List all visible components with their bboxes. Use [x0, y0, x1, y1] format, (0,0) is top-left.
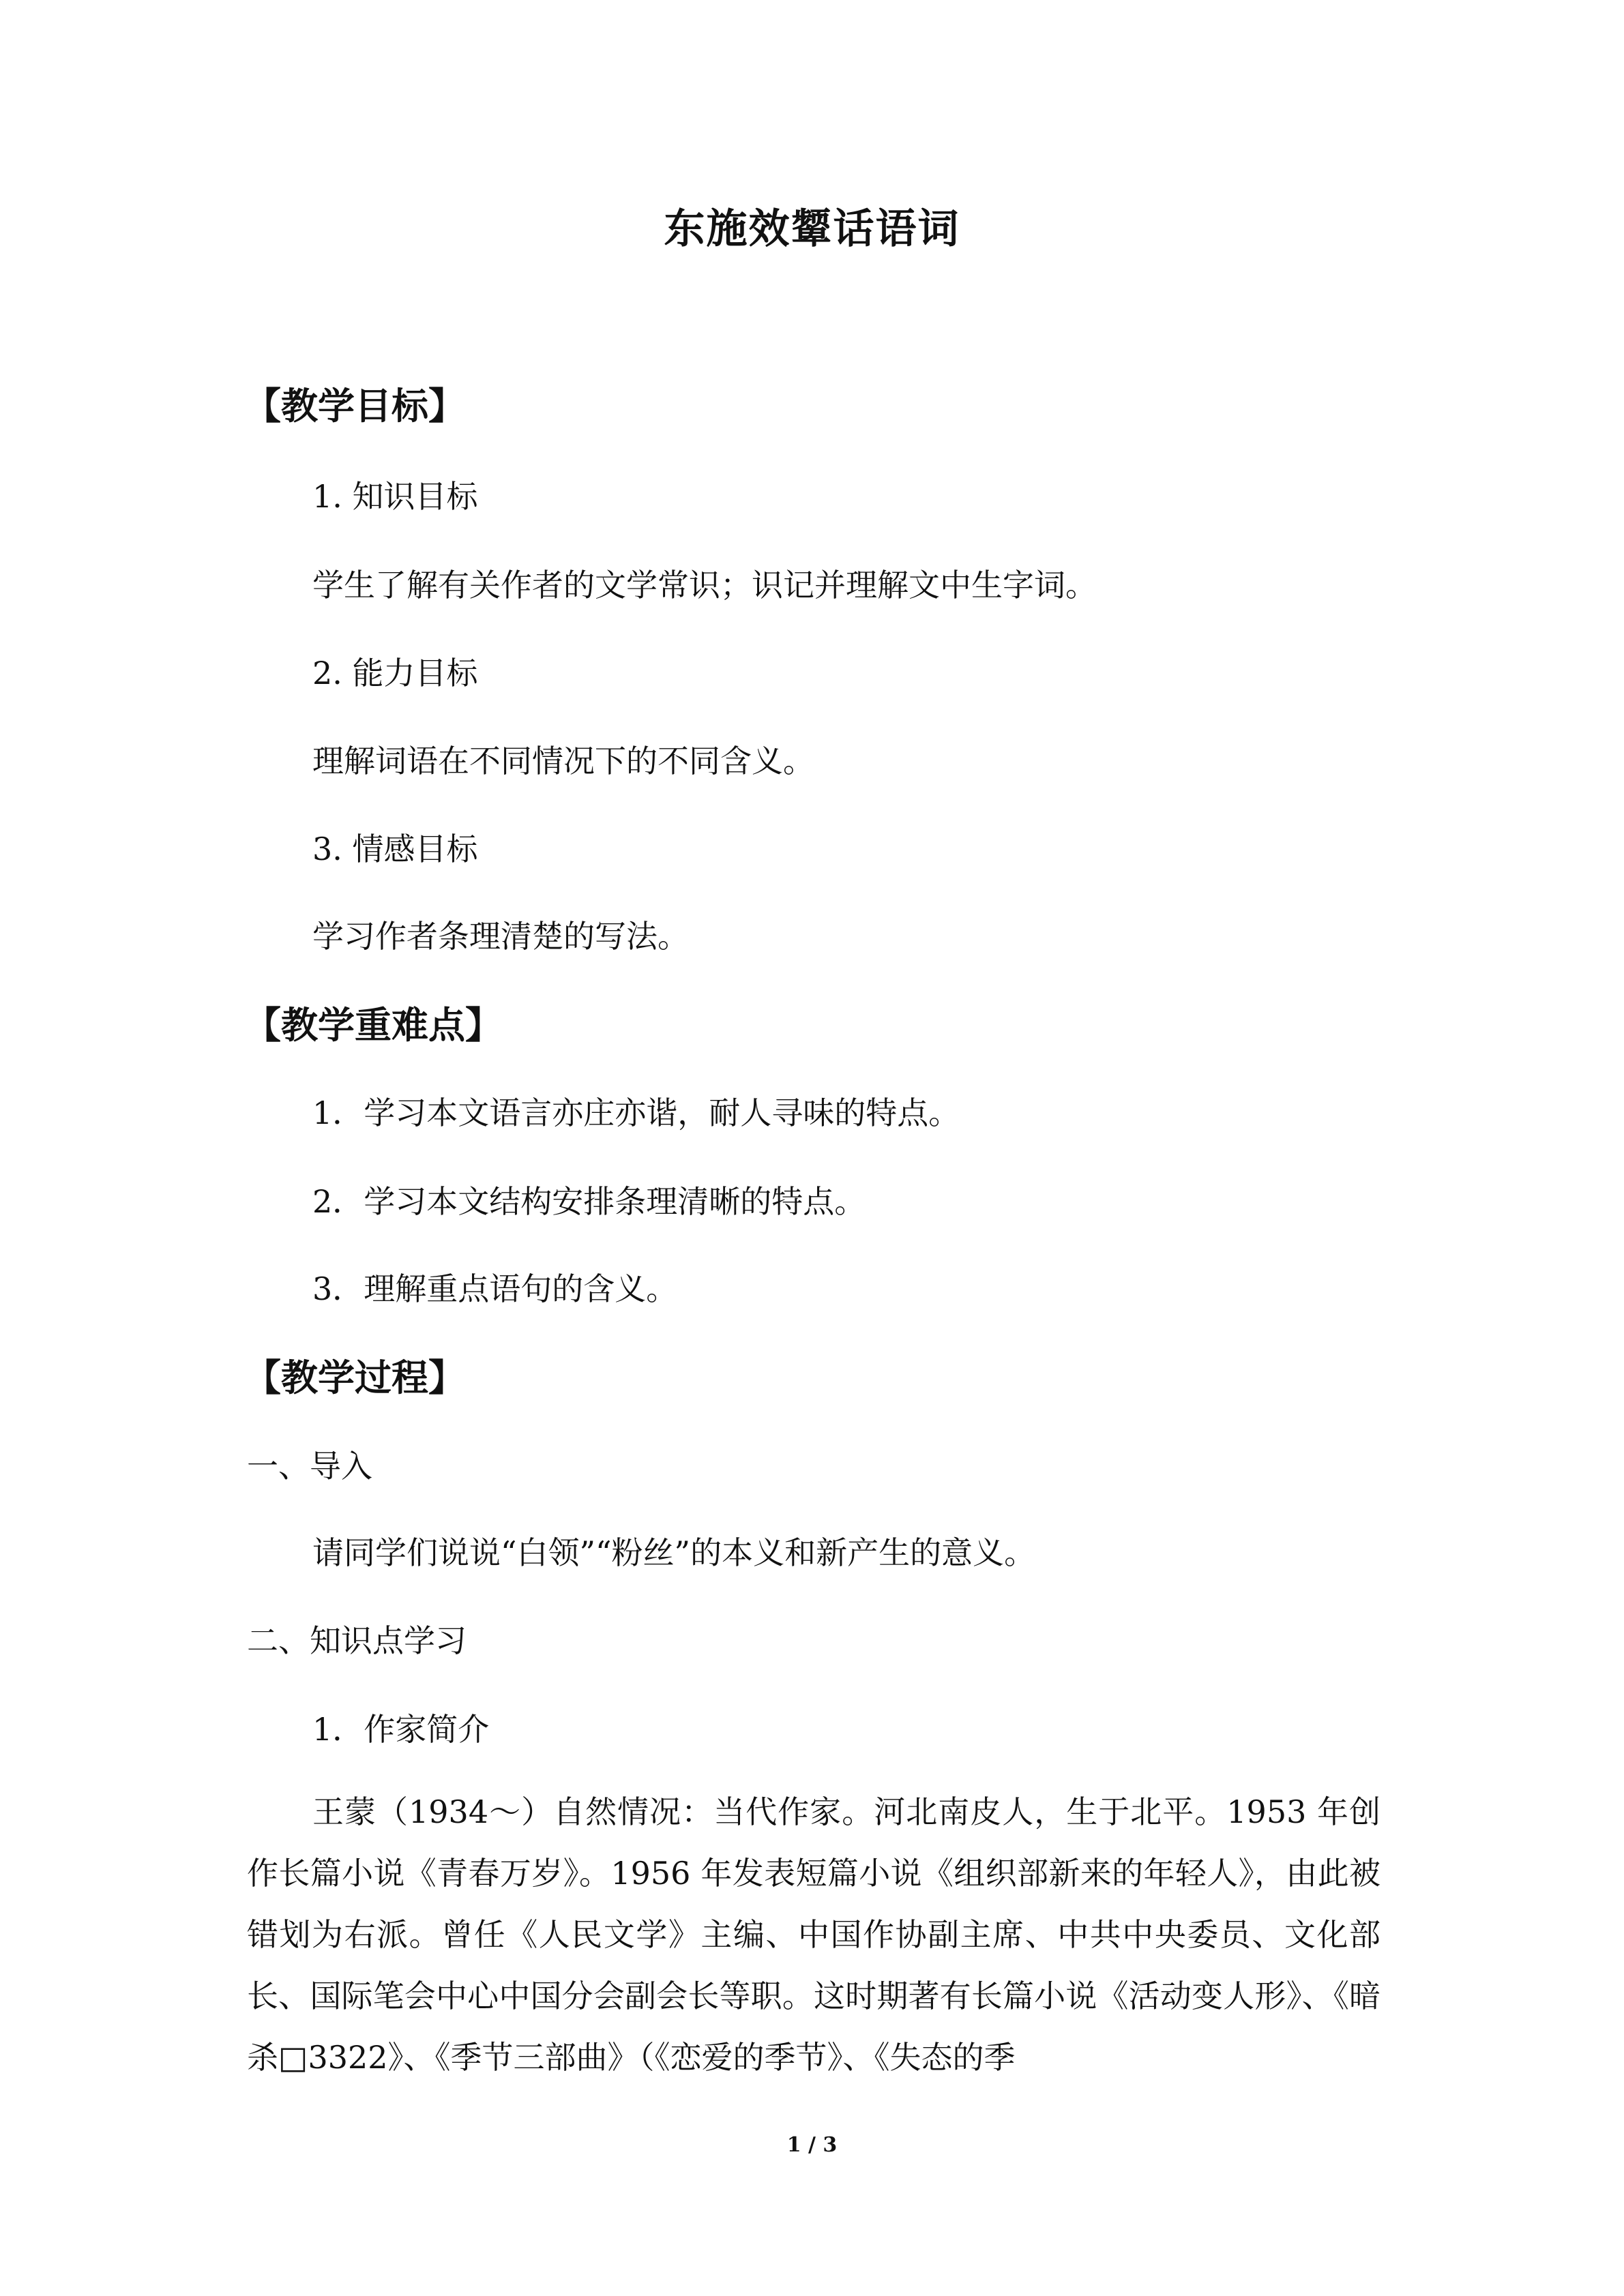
section-heading-key-points: 【教学重难点】 [244, 1003, 502, 1047]
section-heading-process: 【教学过程】 [244, 1356, 465, 1399]
key-point-item: 3．理解重点语句的含义。 [312, 1270, 678, 1307]
objective-emotion-text: 学习作者条理清楚的写法。 [312, 918, 689, 955]
section-heading-objectives: 【教学目标】 [244, 384, 465, 428]
objective-knowledge-text: 学生了解有关作者的文学常识；识记并理解文中生字词。 [312, 567, 1097, 603]
objective-knowledge-title: 1. 知识目标 [312, 478, 478, 515]
objective-emotion-title: 3. 情感目标 [312, 831, 478, 867]
process-part-intro-title: 一、导入 [247, 1448, 372, 1485]
author-bio-paragraph: 王蒙（1934～）自然情况：当代作家。河北南皮人，生于北平。1953 年创作长篇小说《青春万岁》。1956 年发表短篇小说《组织部新来的年轻人》，由此被错划为右派。曾任《人民文学》主编、中国作协副主席、中共中央委员、文化部长、国际笔会中心中国分会副会长等职。这时期著有长篇小说《活动变人形》、《暗杀□3322》、《季节三部曲》（《恋爱的季节》、《失态的季 [247, 1793, 1381, 2076]
key-point-item: 1．学习本文语言亦庄亦谐，耐人寻味的特点。 [312, 1094, 960, 1131]
process-part-author-subtitle: 1．作家简介 [312, 1711, 490, 1748]
key-point-item: 2．学习本文结构安排条理清晰的特点。 [312, 1183, 866, 1220]
process-part-knowledge-title: 二、知识点学习 [247, 1622, 467, 1659]
document-title: 东施效颦话语词 [664, 205, 960, 253]
objective-ability-title: 2. 能力目标 [312, 655, 478, 691]
process-part-intro-text: 请同学们说说“白领”“粉丝”的本义和新产生的意义。 [312, 1534, 1036, 1571]
page-number: 1 / 3 [786, 2133, 838, 2157]
objective-ability-text: 理解词语在不同情况下的不同含义。 [312, 743, 814, 779]
